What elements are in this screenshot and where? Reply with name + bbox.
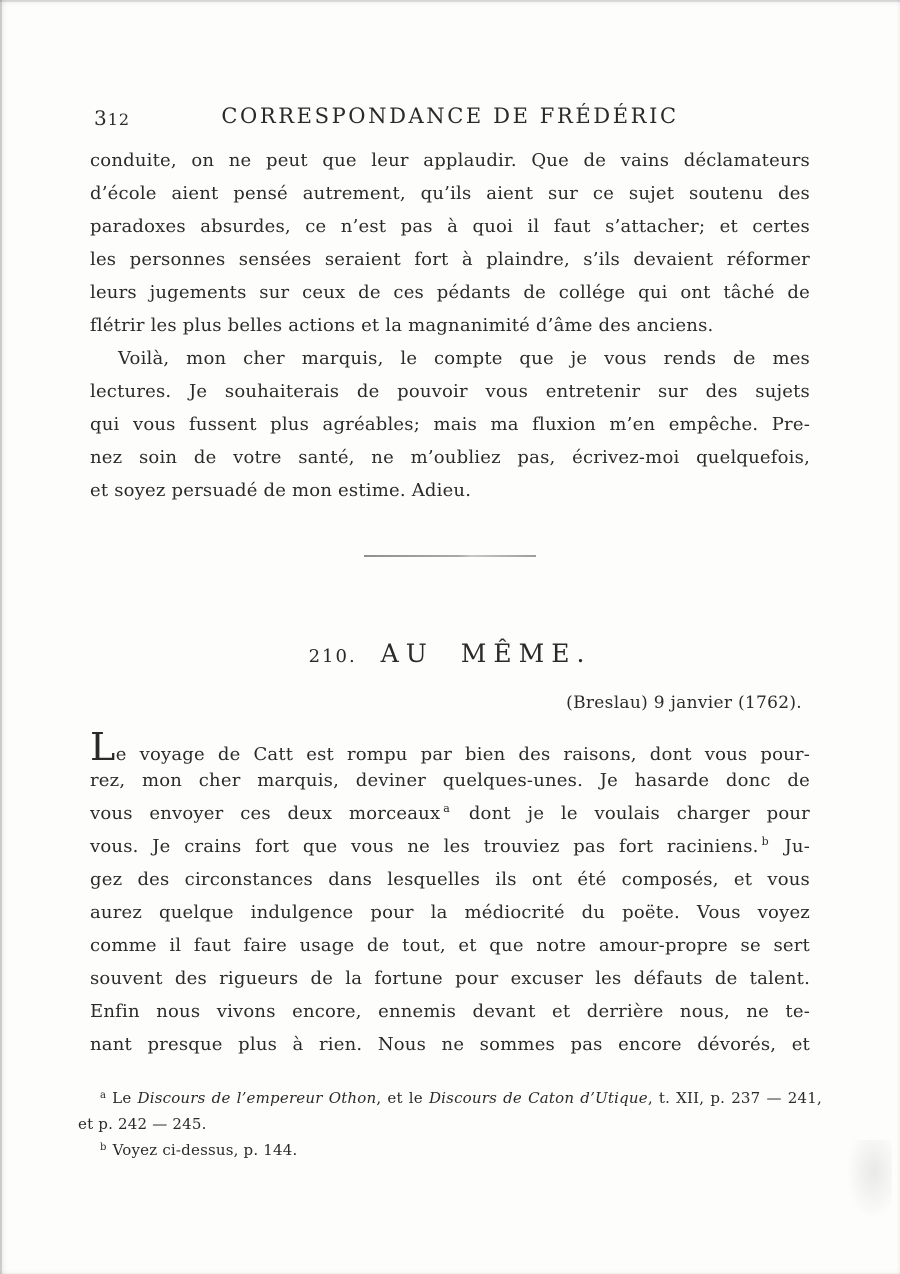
text-line: les personnes sensées seraient fort à plaindre, s’ils devaient réformer (90, 249, 810, 270)
text-line: flétrir les plus belles actions et la magnanimité d’âme des anciens. (90, 315, 714, 336)
footnote-text: , et le (376, 1089, 429, 1107)
footnote-a-line-1 (78, 1085, 822, 1111)
footnote-text: Voyez ci-dessus, p. 144. (112, 1141, 298, 1159)
text-line: gez des circonstances dans lesquelles ils ont été composés, et vous (90, 869, 810, 890)
text-segment: dont je le voulais charger pour (468, 803, 810, 824)
text-line: rez, mon cher marquis, deviner quelques-unes. Je hasarde donc de (90, 770, 810, 791)
text-line: leurs jugements sur ceux de ces pédants de collége qui ont tâché de (90, 282, 810, 303)
footnote-marker-a: a (443, 802, 451, 815)
text-segment: vous envoyer ces deux morceaux (90, 803, 441, 824)
footnote-italic-title: Discours de Caton d’Utique (428, 1089, 648, 1107)
text-segment: vous. Je crains fort que vous ne les trouviez pas fort raciniens. (90, 836, 759, 857)
letter-209-body (90, 144, 810, 507)
text-line (90, 797, 810, 830)
text-line: nant presque plus à rien. Nous ne sommes pas encore dévorés, et (90, 1034, 810, 1055)
footnote-italic-title: Discours de l’empereur Othon (137, 1089, 377, 1107)
text-line: Enfin nous vivons encore, ennemis devant et derrière nous, ne te- (90, 1001, 810, 1022)
footnote-text: Le (112, 1089, 138, 1107)
scan-smudge (846, 1140, 892, 1220)
footnote-a-marker: a (100, 1090, 107, 1101)
section-heading (90, 639, 810, 672)
section-separator-rule (364, 555, 536, 557)
scan-edge-top (0, 0, 900, 2)
footnotes (78, 1085, 822, 1163)
text-line: paradoxes absurdes, ce n’est pas à quoi il faut s’attacher; et certes (90, 216, 810, 237)
text-line: conduite, on ne peut que leur applaudir. Que de vains déclamateurs (90, 150, 810, 171)
footnote-b-line (78, 1137, 822, 1163)
page-number (94, 106, 130, 130)
running-head (90, 104, 810, 136)
text-line: et soyez persuadé de mon estime. Adieu. (90, 480, 472, 501)
page-number-lead: 3 (94, 106, 108, 130)
text-line: aurez quelque indulgence pour la médiocrité du poëte. Vous voyez (90, 902, 810, 923)
text-line (90, 725, 810, 769)
footnote-text: , t. XII, p. 237 — 241, (647, 1089, 822, 1107)
text-line-rest: e voyage de Catt est rompu par bien des raisons, dont vous pour- (115, 744, 810, 765)
dateline: (Breslau) 9 janvier (1762). (566, 693, 802, 713)
text-line: nez soin de votre santé, ne m’oubliez pas, écrivez-moi quelquefois, (90, 447, 810, 468)
text-line (90, 830, 810, 863)
text-segment: Ju- (784, 836, 811, 857)
running-title: CORRESPONDANCE DE FRÉDÉRIC (221, 104, 679, 128)
footnote-marker-b: b (761, 835, 769, 848)
footnote-b-marker: b (100, 1142, 107, 1153)
letter-210-body (90, 725, 811, 1061)
footnote-a-line-2: et p. 242 — 245. (78, 1115, 207, 1133)
drop-cap: L (90, 725, 116, 769)
page-number-rest: 12 (107, 110, 131, 129)
scan-edge-left (0, 0, 2, 1274)
text-line: comme il faut faire usage de tout, et que notre amour-propre se sert (90, 935, 810, 956)
text-line: d’école aient pensé autrement, qu’ils aient sur ce sujet soutenu des (90, 183, 810, 204)
text-line: souvent des rigueurs de la fortune pour excuser les défauts de talent. (90, 968, 810, 989)
text-line: lectures. Je souhaiterais de pouvoir vous entretenir sur des sujets (90, 381, 810, 402)
section-number: 210. (308, 646, 357, 667)
section-title: AU MÊME. (380, 639, 592, 668)
text-line: qui vous fussent plus agréables; mais ma fluxion m’en empêche. Pre- (90, 414, 810, 435)
text-line: Voilà, mon cher marquis, le compte que je vous rends de mes (118, 348, 810, 369)
